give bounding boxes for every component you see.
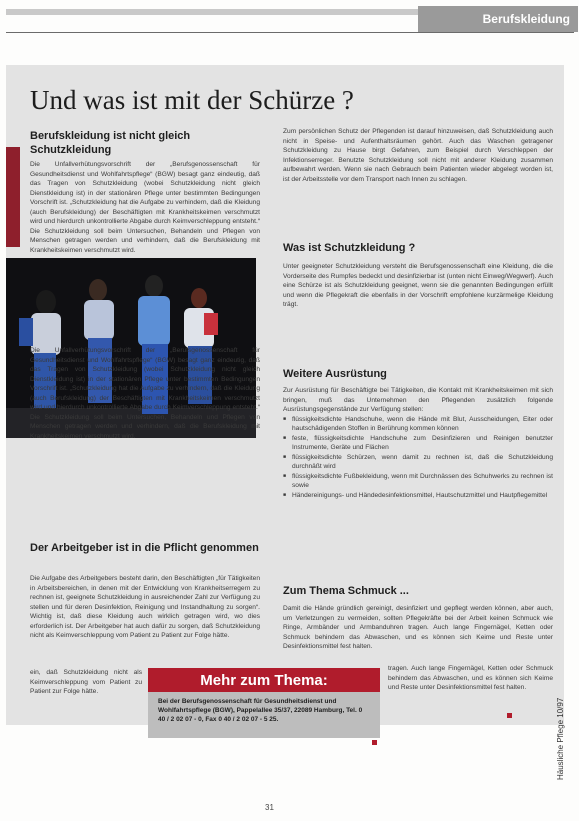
section-heading-berufskleidung: Berufskleidung ist nicht gleich Schutzkleidung: [30, 130, 191, 156]
paragraph: Die Unfallverhütungsvorschrift der „Berufsgenossenschaft für Gesundheitsdienst und Wohlfahrtspflege“ (BGW) besagt ganz eindeutig, daß das Tragen von Schutzkleidung (wobei Schutzkleidung nicht gleich Dienstkleidung ist) in der stationären Pflege unter bestimmten Bedingungen Vorschrift ist. „Schutzkleidung hat die Aufgabe zu verhindern, daß die Kleidung (auch Berufskleidung) der Beschäftigten mit Krankheitskeimen verschmutzt wird und hierdurch unkontrollierte Abgabe durch Keimverschleppung entsteht.“ Die Schutzkleidung soll beim Untersuchen, Behandeln und Pflegen von Menschen getragen werden und verhindern, daß die Berufskleidung mit Krankheitskeimen verschmutzt wird.: [30, 161, 260, 254]
paragraph: Damit die Hände gründlich gereinigt, desinfiziert und gepflegt werden können, aber auch, um Verletzungen zu vermeiden, sollten Pflegekräfte bei der Arbeit keinen Schmuck wie Ringe, Armbänder und Armbanduhren tragen. Auch lange Fingernägel, Ketten oder Schmuck behindern das Abwaschen, und es können sich Keime und Reste unter Desinfektionsmittel fest halten.: [283, 605, 553, 650]
list-item: ■ Händereinigungs- und Händedesinfektionsmittel, Hautschutzmittel und Hautpflegemittel: [283, 491, 553, 501]
callout-text: Bei der Berufsgenossenschaft für Gesundheitsdienst und Wohlfahrtspflege (BGW), Pappelallee 35/37, 22089 Hamburg, Tel. 0 40 / 2 02 07 - 0, Fax 0 40 / 2 02 07 - 5 25.: [148, 692, 380, 738]
right-column-text-3: [283, 386, 553, 576]
list-item: ■ flüssigkeitsdichte Schürzen, wenn damit zu rechnen ist, daß die Schutzkleidung durchnäßt wird: [283, 453, 553, 472]
page-number: 31: [265, 803, 274, 812]
left-column-text-3: [30, 668, 142, 724]
paragraph: Unter geeigneter Schutzkleidung versteht die Berufsgenossenschaft eine Kleidung, die die Vorderseite des Rumpfes bedeckt und desinfizierbar ist (unten nicht Einweg/Wegwerf). Auch eine Schürze ist als Schutzkleidung geeignet, wenn sie die genannten Bedingungen erfüllt und wenn die Pflegekraft die ebenfalls in der Vorschrift empfohlene kurzärmelige Kleidung trägt.: [283, 263, 553, 308]
right-column-text-1: [283, 127, 553, 232]
right-column-text-4: [283, 604, 553, 664]
section-heading-arbeitgeber: Der Arbeitgeber ist in die Pflicht genommen: [30, 542, 259, 554]
left-column-text-1: [30, 160, 260, 256]
paragraph: Die Unfallverhütungsvorschrift der „Berufsgenossenschaft für Gesundheitsdienst und Wohlfahrtspflege“ (BGW) besagt ganz eindeutig, daß das Tragen von Schutzkleidung (wobei Schutzkleidung nicht gleich Dienstkleidung ist) in der stationären Pflege unter bestimmten Bedingungen Vorschrift ist. „Schutzkleidung hat die Aufgabe zu verhindern, daß die Kleidung (auch Berufskleidung) der Beschäftigten mit Krankheitskeimen verschmutzt wird und hierdurch unkontrollierte Abgabe durch Keimverschleppung entsteht.“ Die Schutzkleidung soll beim Untersuchen, Behandeln und Pflegen von Menschen getragen werden und verhindern, daß die Berufskleidung mit Krankheitskeimen verschmutzt wird.: [30, 347, 260, 440]
left-column-text-continued: [30, 347, 260, 521]
top-rule: [6, 32, 574, 33]
equipment-list: [283, 415, 553, 501]
section-tag: Berufskleidung: [418, 6, 578, 32]
red-accent-bar: [6, 147, 20, 247]
list-item: ■ flüssigkeitsdichte Fußbekleidung, wenn mit Durchnässen des Schuhwerks zu rechnen ist sowie: [283, 472, 553, 491]
end-mark-callout: [372, 740, 377, 745]
paragraph: Zum persönlichen Schutz der Pflegenden ist darauf hinzuweisen, daß Schutzkleidung auch nicht in Speise- und Aufenthaltsräumen gehört. Auch das Waschen getragener Schutzkleidung zu Hause birgt Gefahren, zum Beispiel durch Verschleppen der Infektionserreger. Benutzte Schutzkleidung soll nicht mit anderer Kleidung zusammen aufbewahrt werden. Wenn sie nach Gebrauch beim Patienten wieder abgelegt worden ist, ist der Arbeitsstelle vor dem Transport nach Innen zu schlagen.: [283, 128, 553, 183]
paragraph: Zur Ausrüstung für Beschäftigte bei Tätigkeiten, die Kontakt mit Krankheitskeimen mit sich bringen, muß das Unternehmen den Pflegenden zusätzlich folgende Ausrüstungsgegenstände zur Verfügung stellen:: [283, 387, 553, 413]
top-band: [6, 9, 418, 15]
paragraph: Die Aufgabe des Arbeitgebers besteht darin, den Beschäftigten „für Tätigkeiten in Arbeitsbereichen, in denen mit der Entwicklung von Krankheitserregern zu rechnen ist, geeignete Schutzkleidung in ausreichender Zahl zur Verfügung zu stellen und für deren Desinfektion, Reinigung und Instandhaltung zu sorgen“. Wichtig ist, daß diese Kleidung auch wirklich getragen wird, wo dies erforderlich ist. Der Arbeitgeber hat auch dafür zu sorgen, daß Schutzkleidung nicht als Keimverschleppung vom Patient zu Patient zur Folge hätte.: [30, 575, 260, 639]
callout-title: Mehr zum Thema:: [148, 668, 380, 692]
mehr-zum-thema-box: [148, 668, 380, 750]
right-column-text-2: [283, 262, 553, 352]
section-heading-ausruestung: Weitere Ausrüstung: [283, 368, 387, 380]
side-caption: [556, 660, 572, 780]
paragraph: ein, daß Schutzkleidung nicht als Keimverschleppung vom Patient zu Patient zur Folge hätte.: [30, 669, 142, 695]
left-column-text-2: [30, 574, 260, 668]
article-title: Und was ist mit der Schürze ?: [30, 85, 354, 115]
side-caption-text: Häusliche Pflege 10/97: [556, 697, 565, 780]
right-column-text-5: [388, 664, 553, 712]
section-heading-schmuck: Zum Thema Schmuck ...: [283, 585, 409, 597]
list-item: ■ flüssigkeitsdichte Handschuhe, wenn die Hände mit Blut, Ausscheidungen, Eiter oder hautschädigenden Stoffen in Berührung kommen können: [283, 415, 553, 434]
end-mark-right: [507, 713, 512, 718]
section-heading-schutzkleidung: Was ist Schutzkleidung ?: [283, 242, 416, 254]
list-item: ■ feste, flüssigkeitsdichte Handschuhe zum Desinfizieren und Reinigen benutzter Instrumente, Geräte und Flächen: [283, 434, 553, 453]
paragraph: tragen. Auch lange Fingernägel, Ketten oder Schmuck behindern das Abwaschen, und es können sich Keime und Reste unter Desinfektionsmittel fest halten.: [388, 665, 553, 691]
